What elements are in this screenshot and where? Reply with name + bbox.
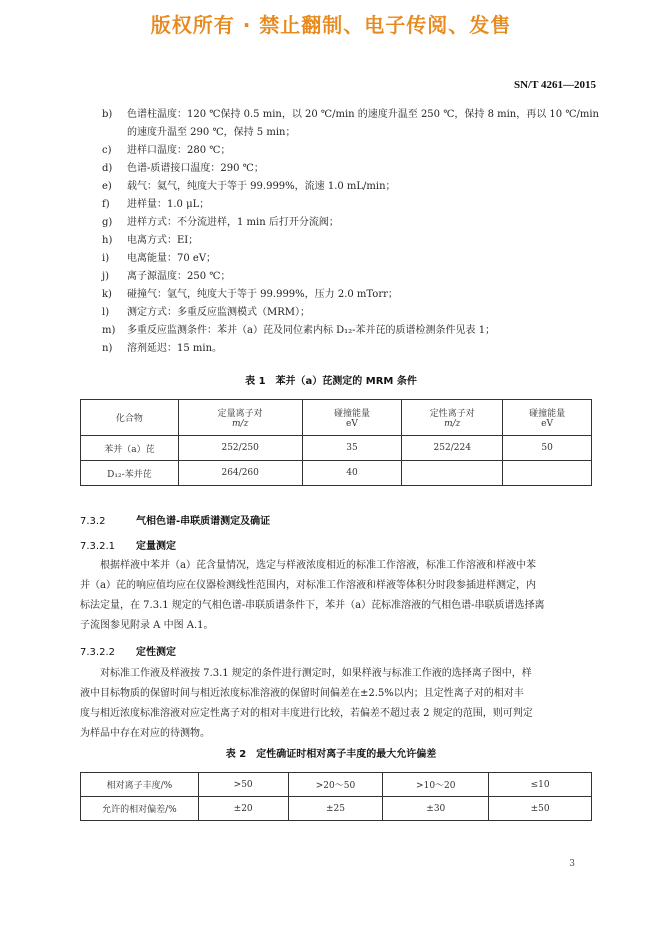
list-item-text: 色谱柱温度：120 ℃保持 0.5 min，以 20 ℃/min 的速度升温至 250 ℃，保持 8 min，再以 10 ℃/min	[127, 109, 600, 120]
table-header-cell: 碰撞能量 eV	[503, 400, 592, 436]
list-item-label: n)	[102, 343, 113, 354]
list-item	[100, 268, 600, 286]
qualitative-paragraph: 对标准工作液及样液按 7.3.1 规定的条件进行测定时，如果样液与标准工作液的选择离子图中，样 液中目标物质的保留时间与相近浓度标准溶液的保留时间偏差在±2.5%以内；且定性离子对的相对丰 度与相近浓度标准溶液对应定性离子对的相对丰度进行比较，若偏差不超过表 2 规定的范围，则可判定 为样品中存在对应的待测物。	[80, 668, 533, 739]
list-item	[100, 106, 600, 124]
list-item-label: f)	[102, 199, 110, 210]
section-heading-7-3-2-1: 7.3.2.1 定量测定	[80, 541, 176, 552]
list-item-text: 测定方式：多重反应监测模式（MRM）；	[127, 307, 311, 318]
copyright-banner: 版权所有 · 禁止翻制、电子传阅、发售	[150, 13, 512, 37]
list-item	[100, 304, 600, 322]
table-row	[81, 461, 592, 486]
list-item-label: k)	[102, 289, 112, 300]
list-item-text: 电离方式：EI；	[127, 235, 199, 246]
list-item-text: 进样口温度：280 ℃；	[127, 145, 231, 156]
table-cell: ≤10	[489, 773, 592, 797]
list-item-text: 进样量：1.0 μL；	[127, 199, 210, 210]
list-item-text: 进样方式：不分流进样，1 min 后打开分流阀；	[127, 217, 339, 228]
table-cell: 35	[302, 436, 402, 461]
table-cell: >50	[198, 773, 288, 797]
list-item-label: d)	[102, 163, 113, 174]
table-1-mrm-conditions	[80, 399, 592, 486]
table-header-cell: 碰撞能量 eV	[302, 400, 402, 436]
table-cell: 40	[302, 461, 402, 486]
list-item	[100, 340, 600, 358]
list-item-label: g)	[102, 217, 113, 228]
table-cell: ±20	[198, 797, 288, 821]
instrument-conditions-list	[100, 106, 600, 358]
list-item-continuation: 的速度升温至 290 ℃，保持 5 min；	[127, 127, 296, 138]
list-item-text: 电离能量：70 eV；	[127, 253, 217, 264]
table-cell: 264/260	[178, 461, 302, 486]
table-row	[81, 797, 592, 821]
table-cell: ±50	[489, 797, 592, 821]
table-header-cell: 定量离子对 m/z	[178, 400, 302, 436]
list-item	[100, 196, 600, 214]
table-1-caption: 表 1 苯并（a）芘测定的 MRM 条件	[245, 376, 417, 387]
list-item-label: h)	[102, 235, 113, 246]
list-item-label: j)	[102, 271, 110, 282]
table-cell: D₁₂-苯并芘	[81, 461, 179, 486]
quantitative-paragraph: 根据样液中苯并（a）芘含量情况，选定与样液浓度相近的标准工作溶液，标准工作溶液和样液中苯 并（a）芘的响应值均应在仪器检测线性范围内，对标准工作溶液和样液等体积分时段参插进样测定，内 标法定量，在 7.3.1 规定的气相色谱-串联质谱条件下，苯并（a）芘标准溶液的气相色谱-串联质谱选择离 子流图参见附录 A 中图 A.1。	[80, 560, 545, 631]
section-heading-7-3-2-2: 7.3.2.2 定性测定	[80, 647, 176, 658]
table-row	[81, 773, 592, 797]
table-cell: 252/224	[402, 436, 503, 461]
table-cell: 50	[503, 436, 592, 461]
page-number: 3	[569, 859, 575, 869]
table-cell	[402, 461, 503, 486]
list-item	[100, 250, 600, 268]
list-item	[100, 178, 600, 196]
list-item-text: 色谱-质谱接口温度：290 ℃；	[127, 163, 264, 174]
table-cell: >10～20	[383, 773, 489, 797]
list-item-label: c)	[102, 145, 112, 156]
list-item-text: 离子源温度：250 ℃；	[127, 271, 231, 282]
list-item-label: l)	[102, 307, 110, 318]
table-header-cell: 化合物	[81, 400, 179, 436]
list-item-label: b)	[102, 109, 113, 120]
table-row	[81, 436, 592, 461]
table-cell	[503, 461, 592, 486]
table-cell: ±25	[288, 797, 383, 821]
table-2-caption: 表 2 定性确证时相对离子丰度的最大允许偏差	[225, 749, 437, 760]
table-cell: 相对离子丰度/%	[81, 773, 199, 797]
list-item	[100, 232, 600, 250]
table-cell: 252/250	[178, 436, 302, 461]
table-header-row	[81, 400, 592, 436]
list-item-text: 多重反应监测条件：苯并（a）芘及同位素内标 D₁₂-苯并芘的质谱检测条件见表 1；	[127, 325, 496, 336]
list-item-text: 载气：氦气，纯度大于等于 99.999%，流速 1.0 mL/min；	[127, 181, 396, 192]
table-cell: >20～50	[288, 773, 383, 797]
table-cell: 允许的相对偏差/%	[81, 797, 199, 821]
table-cell: 苯并（a）芘	[81, 436, 179, 461]
table-header-cell: 定性离子对 m/z	[402, 400, 503, 436]
list-item-label: e)	[102, 181, 112, 192]
list-item	[100, 160, 600, 178]
section-heading-7-3-2: 7.3.2 气相色谱-串联质谱测定及确证	[80, 516, 271, 527]
list-item	[100, 286, 600, 304]
list-item	[100, 214, 600, 232]
table-2-ion-abundance-deviation	[80, 772, 592, 821]
table-cell: ±30	[383, 797, 489, 821]
list-item-label: m)	[102, 325, 116, 336]
standard-number: SN/T 4261—2015	[513, 79, 596, 91]
list-item	[100, 142, 600, 160]
list-item-label: i)	[102, 253, 110, 264]
list-item	[100, 322, 600, 340]
list-item-text: 溶剂延迟：15 min。	[127, 343, 223, 354]
list-item-text: 碰撞气：氩气，纯度大于等于 99.999%，压力 2.0 mTorr；	[127, 289, 398, 300]
